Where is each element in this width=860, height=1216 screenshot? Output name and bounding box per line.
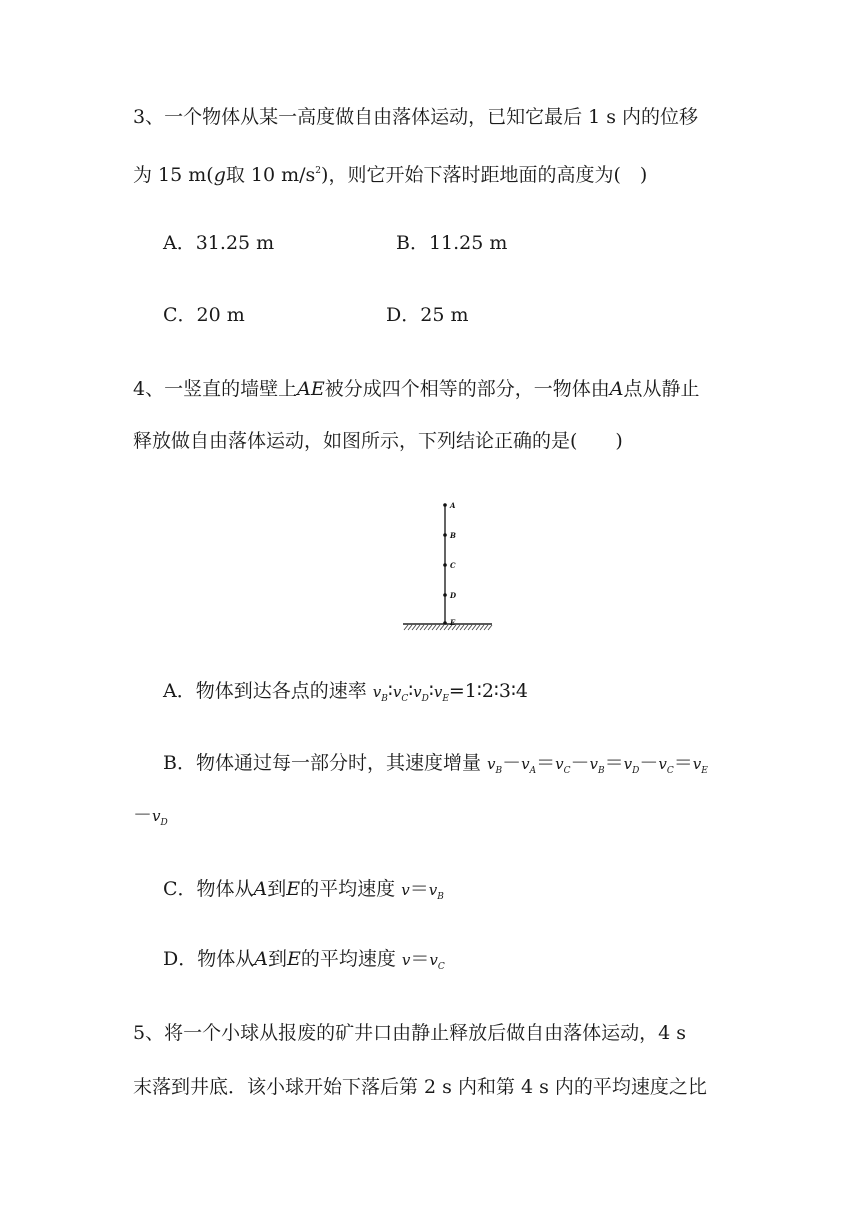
q4-text: 4、一竖直的墙壁上 [133, 378, 298, 400]
q3-text: 取 10 m/s [225, 164, 316, 186]
q4-option-d: D．物体从A到E的平均速度 $v=v_C$ [163, 948, 445, 972]
q4-option-a-ratio: =1∶2∶3∶4 [448, 680, 528, 702]
q3-option-a: A．31.25 m [163, 232, 275, 254]
q4-option-d-text: 到 [267, 948, 287, 970]
q4-text: 点从静止 [623, 378, 700, 400]
q3-text: )，则它开始下落时距地面的高度为( ) [321, 164, 648, 186]
point-a-label: A [450, 501, 456, 510]
q4-option-b-cont: $-v_D$ [133, 804, 168, 828]
q3-option-d: D．25 m [386, 304, 469, 326]
q4-line-2: 释放做自由落体运动，如图所示，下列结论正确的是( ) [133, 430, 623, 452]
q3-text: 为 15 m( [133, 164, 214, 186]
q4-option-c: C．物体从A到E的平均速度 $v=v_B$ [163, 878, 444, 902]
q3-exponent: 2 [315, 166, 322, 176]
q4-option-a-text: A．物体到达各点的速率 [163, 680, 367, 702]
q4-option-d-a-symbol: A [254, 948, 268, 970]
point-b-dot [443, 533, 447, 537]
q5-line-1: 5、将一个小球从报废的矿井口由静止释放后做自由落体运动，4 s [133, 1022, 686, 1044]
point-d-label: D [450, 591, 457, 600]
wall-diagram [400, 498, 496, 632]
q3-line-1: 3、一个物体从某一高度做自由落体运动，已知它最后 1 s 内的位移 [133, 106, 699, 128]
q4-a-symbol: A [609, 378, 624, 400]
point-c-dot [443, 563, 447, 567]
ground-hatching [404, 625, 492, 630]
point-d-dot [443, 593, 447, 597]
q4-option-c-text: 的平均速度 [300, 878, 396, 900]
point-b-label: B [450, 531, 456, 540]
point-c-label: C [450, 561, 456, 570]
q4-option-c-e-symbol: E [286, 878, 301, 900]
point-e-label: E [450, 618, 456, 627]
q4-line-1 [133, 376, 699, 402]
q4-option-b-text: B．物体通过每一部分时，其速度增量 [163, 752, 481, 774]
q4-option-b: B．物体通过每一部分时，其速度增量 $v_B-v_A=v_C-v_B=v_D-v_C=v_E$ [163, 752, 708, 776]
q3-option-b: B．11.25 m [396, 232, 508, 254]
q3-line-2 [133, 158, 647, 188]
q4-option-c-text: C．物体从 [163, 878, 254, 900]
q4-option-d-text: 的平均速度 [300, 948, 396, 970]
q4-option-a: A．物体到达各点的速率 $v_B∶v_C∶v_D∶v_E=1∶2∶3∶4$ [163, 680, 528, 704]
q4-text: 被分成四个相等的部分，一物体由 [324, 378, 610, 400]
q4-ae-symbol: AE [297, 378, 325, 400]
q3-option-c: C．20 m [163, 304, 245, 326]
point-e-dot [443, 621, 447, 625]
q5-line-2: 末落到井底．该小球开始下落后第 2 s 内和第 4 s 内的平均速度之比 [133, 1076, 707, 1098]
q4-option-c-a-symbol: A [253, 878, 268, 900]
q4-option-c-text: 到 [267, 878, 287, 900]
point-a-dot [443, 503, 447, 507]
q4-option-d-text: D．物体从 [163, 948, 255, 970]
q3-g-symbol: g [213, 164, 226, 186]
q4-option-d-e-symbol: E [286, 948, 301, 970]
